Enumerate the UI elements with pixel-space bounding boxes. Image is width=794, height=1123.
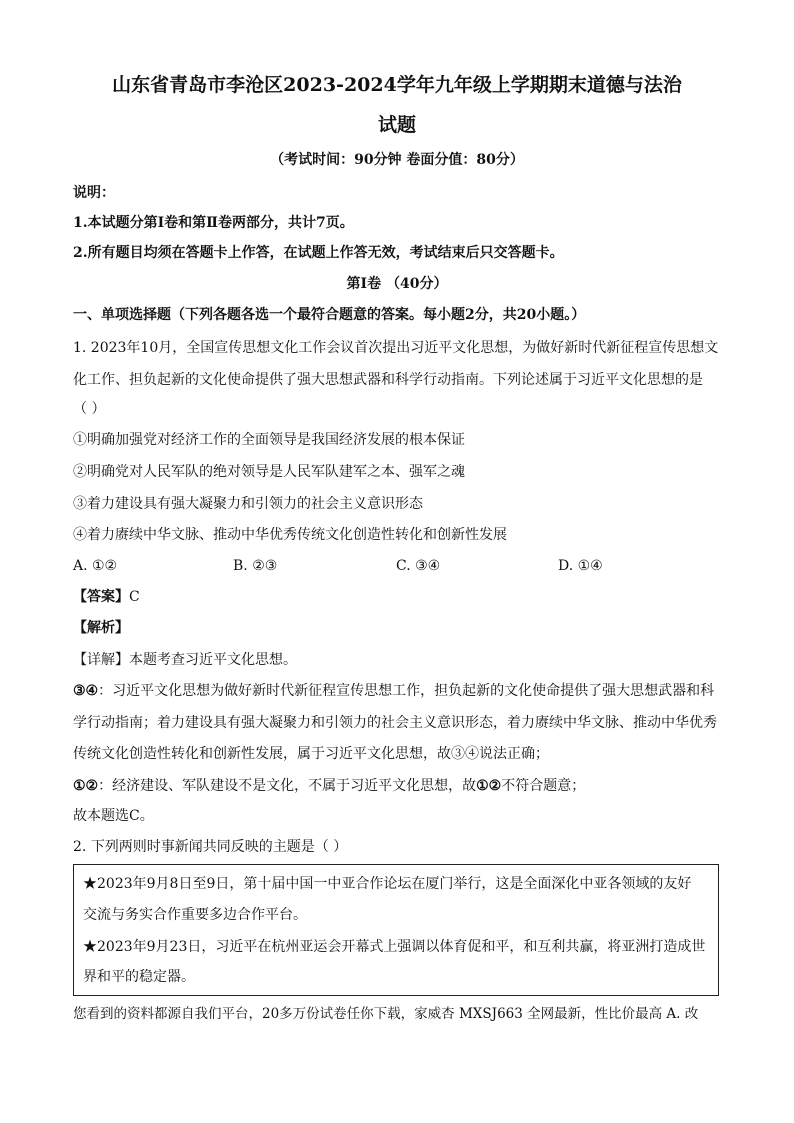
q1-conclusion: 故本题选C。 xyxy=(73,808,154,824)
instructions-heading: 说明： xyxy=(73,185,115,201)
part-title: 一、单项选择题（下列各题各选一个最符合题意的答案。每小题2分，共20小题。） xyxy=(73,307,586,323)
explain-b-label2: ①② xyxy=(476,778,502,794)
q1-statement-3: ③着力建设具有强大凝聚力和引领力的社会主义意识形态 xyxy=(73,496,423,512)
q2-news-line2: 交流与务实合作重要多边合作平台。 xyxy=(83,907,307,923)
instruction-item-1: 1.本试题分第Ⅰ卷和第Ⅱ卷两部分，共计7页。 xyxy=(73,215,354,231)
explain-b-text2: 不符合题意； xyxy=(501,778,586,794)
q1-option-a: A. ①② xyxy=(73,558,118,574)
exam-title-line2: 试题 xyxy=(377,114,416,136)
q1-statement-1: ①明确加强党对经济工作的全面领导是我国经济发展的根本保证 xyxy=(73,432,465,448)
q1-stem-line3: （ ） xyxy=(73,401,106,417)
exam-title-line1: 山东省青岛市李沧区2023-2024学年九年级上学期期末道德与法治 xyxy=(112,74,682,96)
instruction-item-2: 2.所有题目均须在答题卡上作答，在试题上作答无效，考试结束后只交答题卡。 xyxy=(73,245,564,261)
explain-b-label: ①② xyxy=(73,778,99,794)
volume-title: 第Ⅰ卷 （40分） xyxy=(346,276,448,292)
q1-explain-a-line2: 学行动指南；着力建设具有强大凝聚力和引领力的社会主义意识形态，着力赓续中华文脉、推动中华优秀 xyxy=(73,715,717,731)
answer-value: C xyxy=(129,589,140,605)
q1-explain-a-line3: 传统文化创造性转化和创新性发展，属于习近平文化思想，故③④说法正确； xyxy=(73,746,549,762)
analysis-tag: 【解析】 xyxy=(73,620,129,636)
explain-b-text1: ：经济建设、军队建设不是文化，不属于习近平文化思想，故 xyxy=(98,778,477,794)
detail-tag: 【详解】 xyxy=(73,652,129,668)
q2-news-line3: ★2023年9月23日，习近平在杭州亚运会开幕式上强调以体育促和平，和互利共赢，将亚洲打造成世 xyxy=(83,939,706,955)
exam-info: （考试时间：90分钟 卷面分值：80分） xyxy=(270,152,524,168)
q1-option-b: B. ②③ xyxy=(233,558,278,574)
answer-tag: 【答案】 xyxy=(73,589,129,605)
q1-option-c: C. ③④ xyxy=(396,558,441,574)
detail-text: 本题考查习近平文化思想。 xyxy=(129,652,297,668)
q2-news-box xyxy=(73,864,719,996)
q1-option-d: D. ①④ xyxy=(558,558,603,574)
q1-stem-line1: 1. 2023年10月，全国宣传思想文化工作会议首次提出习近平文化思想，为做好新时代新征程宣传思想文 xyxy=(73,340,719,356)
explain-a-label: ③④ xyxy=(73,683,99,699)
q1-answer xyxy=(73,587,140,607)
q1-explain-a-line1 xyxy=(73,681,714,701)
q1-statement-2: ②明确党对人民军队的绝对领导是人民军队建军之本、强军之魂 xyxy=(73,464,465,480)
q1-analysis-tag xyxy=(73,618,129,638)
q1-stem-line2: 化工作、担负起新的文化使命提供了强大思想武器和科学行动指南。下列论述属于习近平文化思想的是 xyxy=(73,372,703,388)
q2-stem: 2. 下列两则时事新闻共同反映的主题是（ ） xyxy=(73,839,348,855)
q1-statement-4: ④着力赓续中华文脉、推动中华优秀传统文化创造性转化和创新性发展 xyxy=(73,527,507,543)
q1-explain-b xyxy=(73,776,585,796)
explain-a-text1: ：习近平文化思想为做好新时代新征程宣传思想工作，担负起新的文化使命提供了强大思想武器和科 xyxy=(98,683,715,699)
q1-detail xyxy=(73,650,297,670)
q1-options xyxy=(73,556,713,576)
footer-text: 您看到的资料都源自我们平台，20多万份试卷任你下载，家威杏 MXSJ663 全网最新，性比价最高 A. 改 xyxy=(73,1006,699,1022)
q2-news-line4: 界和平的稳定器。 xyxy=(83,969,195,985)
q2-news-line1: ★2023年9月8日至9日，第十届中国一中亚合作论坛在厦门举行，这是全面深化中亚各领域的友好 xyxy=(83,876,692,892)
